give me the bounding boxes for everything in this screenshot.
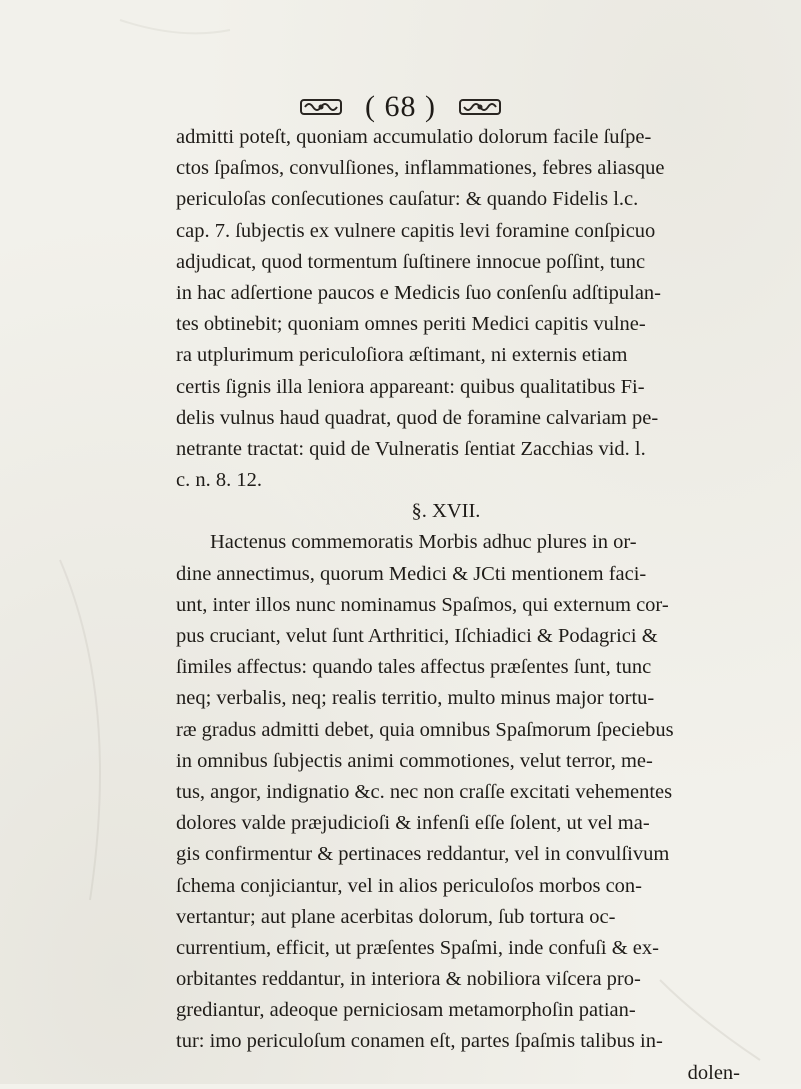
text-line: vertantur; aut plane acerbitas dolorum, ſub tortura oc- xyxy=(176,905,616,928)
text-line: ſimiles affectus: quando tales affectus præſentes ſunt, tunc xyxy=(176,656,652,679)
text-line: grediantur, adeoque perniciosam metamorphoſin patian- xyxy=(176,999,636,1022)
right-ornament-icon xyxy=(458,96,502,118)
text-line: pus cruciant, velut ſunt Arthritici, Iſchiadici & Podagrici & xyxy=(176,625,658,647)
text-line: orbitantes reddantur, in interiora & nobiliora viſcera pro- xyxy=(176,968,641,991)
text-line: tes obtinebit; quoniam omnes periti Medici capitis vulne- xyxy=(176,313,646,336)
text-line: ræ gradus admitti debet, quia omnibus Spaſmorum ſpeciebus xyxy=(176,718,674,741)
text-line: ſchema conjiciantur, vel in alios periculoſos morbos con- xyxy=(176,874,642,897)
catchword: dolen- xyxy=(687,1061,740,1084)
body-text xyxy=(176,122,776,1089)
text-line: dine annectimus, quorum Medici & JCti mentionem faci- xyxy=(176,562,647,585)
text-line: ra utplurimum periculoſiora æſtimant, ni externis etiam xyxy=(176,344,628,367)
text-line: tur: imo periculoſum conamen eſt, partes ſpaſmis talibus in- xyxy=(176,1030,663,1053)
text-line: currentium, efficit, ut præſentes Spaſmi, inde confuſi & ex- xyxy=(176,936,659,959)
text-line: Hactenus commemoratis Morbis adhuc plures in or- xyxy=(210,531,637,554)
text-line: adjudicat, quod tormentum ſuſtinere innocue poſſint, tunc xyxy=(176,250,646,273)
text-line: in omnibus ſubjectis animi commotiones, velut terror, me- xyxy=(176,749,653,772)
text-line: gis confirmentur & pertinaces reddantur, vel in convulſivum xyxy=(176,843,670,866)
text-line: dolores valde præjudicioſi & infenſi eſſe ſolent, ut vel ma- xyxy=(176,812,650,835)
text-line: c. n. 8. 12. xyxy=(176,469,262,492)
text-line: tus, angor, indignatio &c. nec non craſſe excitati vehementes xyxy=(176,780,673,803)
section-heading: §. XVII. xyxy=(411,500,481,523)
text-line: admitti poteſt, quoniam accumulatio dolorum facile ſuſpe- xyxy=(176,126,652,148)
text-line: ctos ſpaſmos, convulſiones, inflammationes, febres aliasque xyxy=(176,157,665,180)
text-line: delis vulnus haud quadrat, quod de foramine calvariam pe- xyxy=(176,406,659,429)
text-line: netrante tractat: quid de Vulneratis ſentiat Zacchias vid. l. xyxy=(176,437,646,460)
text-line: unt, inter illos nunc nominamus Spaſmos, qui externum cor- xyxy=(176,593,669,616)
text-line: certis ſignis illa leniora appareant: quibus qualitatibus Fi- xyxy=(176,375,645,398)
text-line: cap. 7. ſubjectis ex vulnere capitis levi foramine conſpicuo xyxy=(176,219,656,242)
page-header xyxy=(0,88,801,124)
text-line: in hac adſertione paucos e Medicis ſuo conſenſu adſtipulan- xyxy=(176,281,662,304)
page-number: ( 68 ) xyxy=(365,90,436,124)
text-line: neq; verbalis, neq; realis territio, multo minus major tortu- xyxy=(176,687,655,710)
left-ornament-icon xyxy=(299,96,343,118)
text-line: periculoſas conſecutiones cauſatur: & quando Fidelis l.c. xyxy=(176,188,639,211)
